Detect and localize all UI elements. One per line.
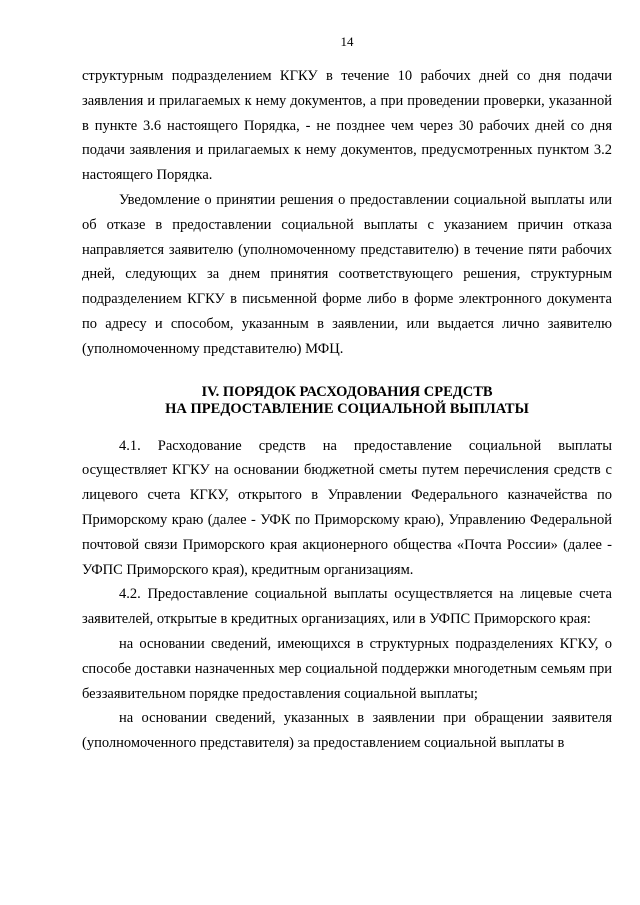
- page-number: 14: [340, 34, 354, 49]
- paragraph-continuation: структурным подразделением КГКУ в течение 10 рабочих дней со дня подачи заявления и прилагаемых к нему документов, а при проведении проверки, указанной в пункте 3.6 настоящего Порядка, - не позднее чем через 30 рабочих дней со дня подачи заявления и прилагаемых к нему документов, предусмотренных пунктом 3.2 настоящего Порядка.: [82, 68, 612, 184]
- section-heading: [82, 384, 612, 418]
- paragraph-4-2: 4.2. Предоставление социальной выплаты осуществляется на лицевые счета заявителей, открытые в кредитных организациях, или в УФПС Приморского края:: [82, 586, 612, 628]
- paragraph-4-1: 4.1. Расходование средств на предоставление социальной выплаты осуществляет КГКУ на основании бюджетной сметы путем перечисления средств с лицевого счета КГКУ, открытого в Управлении Федерального казначейства по Приморскому краю (далее - УФК по Приморскому краю), Управлению Федеральной почтовой связи Приморского края акционерного общества «Почта России» (далее - УФПС Приморского края), кредитным организациям.: [82, 437, 612, 578]
- paragraph-notification: Уведомление о принятии решения о предоставлении социальной выплаты или об отказе в предоставлении социальной выплаты с указанием причин отказа направляется заявителю (уполномоченному представителю) в течение пяти рабочих дней, следующих за днем принятия соответствующего решения, структурным подразделением КГКУ в письменной форме либо в форме электронного документа по адресу и способом, указанным в заявлении, или выдается лично заявителю (уполномоченному представителю) МФЦ.: [82, 191, 612, 357]
- section-heading-line2: НА ПРЕДОСТАВЛЕНИЕ СОЦИАЛЬНОЙ ВЫПЛАТЫ: [165, 400, 529, 417]
- list-item-existing-data: на основании сведений, имеющихся в структурных подразделениях КГКУ, о способе доставки назначенных мер социальной поддержки многодетным семьям при беззаявительном порядке предоставления социальной выплаты;: [82, 635, 612, 702]
- list-item-application-data: на основании сведений, указанных в заявлении при обращении заявителя (уполномоченного представителя) за предоставлением социальной выплаты в: [82, 710, 612, 752]
- section-heading-line1: IV. ПОРЯДОК РАСХОДОВАНИЯ СРЕДСТВ: [201, 383, 493, 400]
